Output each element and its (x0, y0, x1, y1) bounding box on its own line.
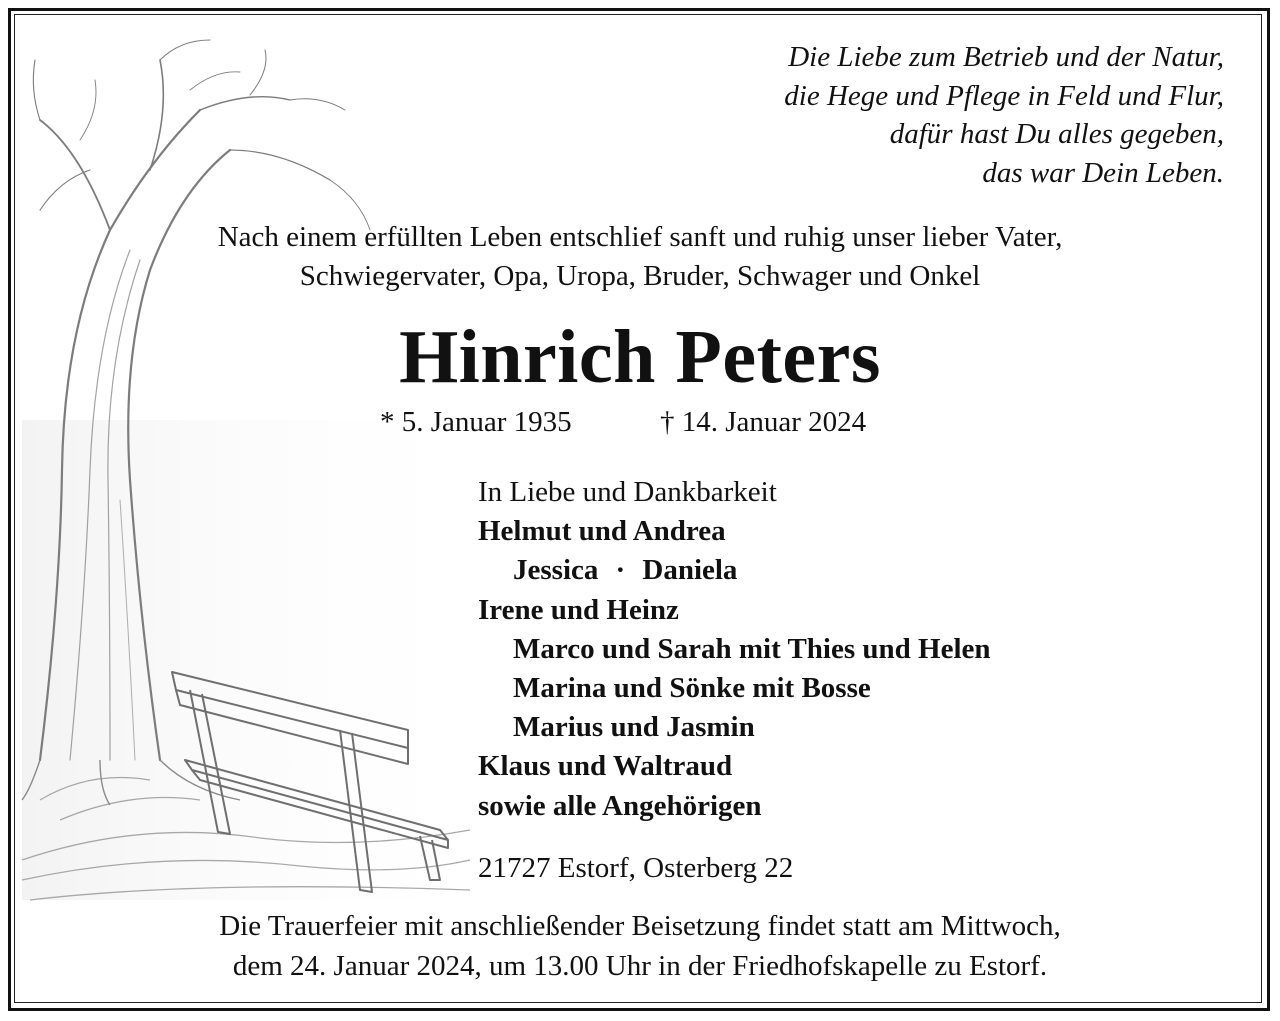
family-line: Helmut und Andrea (478, 515, 726, 548)
family-line (478, 551, 991, 590)
intro-line: Schwiegervater, Opa, Uropa, Bruder, Schwager und Onkel (299, 259, 981, 292)
family-line: Marco und Sarah mit Thies und Helen (513, 632, 991, 665)
funeral-line: Die Trauerfeier mit anschließender Beisetzung findet statt am Mittwoch, (219, 910, 1061, 942)
poem-line: dafür hast Du alles gegeben, (889, 118, 1224, 150)
family-line: Marina und Sönke mit Bosse (513, 672, 871, 705)
poem-line: das war Dein Leben. (982, 156, 1224, 189)
family-line: Irene und Heinz (478, 593, 679, 626)
address: 21727 Estorf, Osterberg 22 (478, 852, 794, 884)
family-name: Jessica (513, 554, 599, 587)
family-list (478, 473, 991, 826)
family-name: Daniela (642, 554, 738, 587)
family-line: Marius und Jasmin (513, 711, 755, 744)
family-greeting: In Liebe und Dankbarkeit (478, 476, 777, 508)
funeral-notice (0, 906, 1280, 986)
intro-line: Nach einem erfüllten Leben entschlief sanft und ruhig unser lieber Vater, (217, 221, 1063, 253)
death-date: † 14. Januar 2024 (660, 406, 867, 438)
birth-date: * 5. Januar 1935 (380, 406, 572, 438)
deceased-name: Hinrich Peters (399, 315, 881, 399)
poem-line: die Hege und Pflege in Feld und Flur, (784, 79, 1224, 112)
intro-text (0, 218, 1280, 295)
poem (784, 38, 1224, 192)
funeral-line: dem 24. Januar 2024, um 13.00 Uhr in der Friedhofskapelle zu Estorf. (232, 950, 1048, 982)
separator-dot: · (615, 554, 626, 587)
poem-line: Die Liebe zum Betrieb und der Natur, (788, 41, 1224, 73)
family-line: Klaus und Waltraud (478, 750, 733, 783)
family-line: sowie alle Angehörigen (478, 789, 762, 822)
